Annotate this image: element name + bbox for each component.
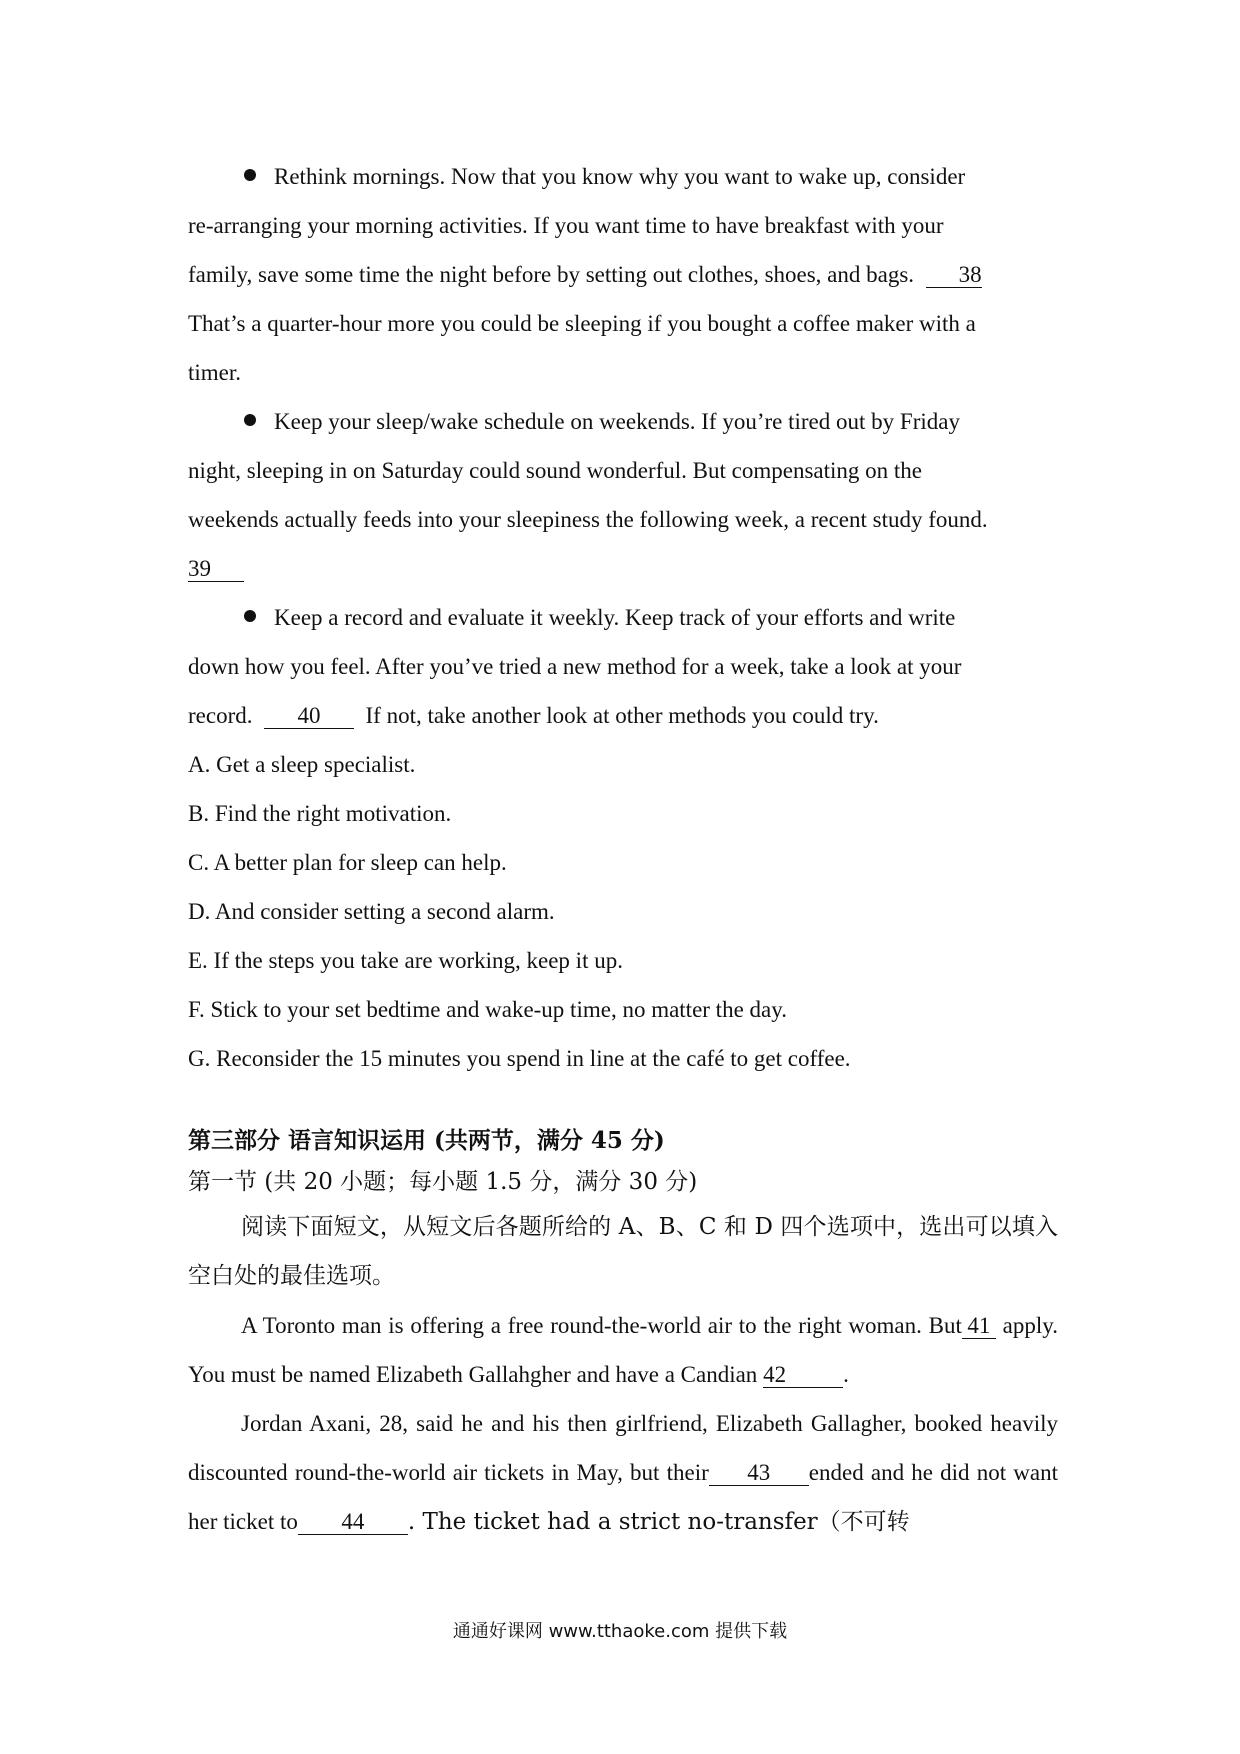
bullet-rethink-mornings: Rethink mornings. Now that you know why you want to wake up, consider re-arranging your morning activities. If you want time to have breakfast with your family, save some time the night before by setting out clothes, shoes, and bags. 38 That’s a quarter-hour more you could be sleeping if you bought a coffee maker with a timer.	[188, 164, 982, 385]
blank-39: 39	[188, 557, 244, 582]
section-subtitle: 第一节 (共 20 小题；每小题 1.5 分，满分 30 分)	[188, 1169, 698, 1195]
page-content	[188, 152, 1058, 1547]
option-e: E. If the steps you take are working, keep it up.	[188, 948, 623, 973]
page-footer: 通通好课网 www.tthaoke.com 提供下载	[452, 1621, 788, 1642]
bullet-keep-record: Keep a record and evaluate it weekly. Keep track of your efforts and write down how you feel. After you’ve tried a new method for a week, take a look at your record. 40 If not, take another look at other methods you could try.	[188, 605, 962, 728]
bullet-dot-icon	[244, 414, 256, 426]
bullet-weekend-schedule: Keep your sleep/wake schedule on weekends. If you’re tired out by Friday night, sleeping in on Saturday could sound wonderful. But compensating on the weekends actually feeds into your sleepiness the following week, a recent study found. 39	[188, 409, 988, 581]
bullet-dot-icon	[244, 610, 256, 622]
blank-41: 41	[962, 1314, 996, 1339]
section-instruction: 阅读下面短文，从短文后各题所给的 A、B、C 和 D 四个选项中，选出可以填入空白处的最佳选项。	[188, 1214, 1058, 1289]
options-list	[188, 740, 1058, 1083]
option-f: F. Stick to your set bedtime and wake-up time, no matter the day.	[188, 997, 787, 1022]
blank-40: 40	[264, 704, 354, 729]
bullet-dot-icon	[244, 169, 256, 181]
blank-44: 44	[298, 1510, 408, 1535]
blank-42: 42	[763, 1363, 843, 1388]
passage-paragraph-1: A Toronto man is offering a free round-the-world air to the right woman. But 41 apply. You must be named Elizabeth Gallahgher and have a Candian 42 .	[188, 1313, 1059, 1387]
option-g: G. Reconsider the 15 minutes you spend in line at the café to get coffee.	[188, 1046, 851, 1071]
option-a: A. Get a sleep specialist.	[188, 752, 416, 777]
blank-43: 43	[709, 1461, 809, 1486]
option-b: B. Find the right motivation.	[188, 801, 452, 826]
blank-38: 38	[926, 263, 982, 288]
passage-paragraph-2: Jordan Axani, 28, said he and his then girlfriend, Elizabeth Gallagher, booked heavily discounted round-the-world air tickets in May, but their 43 ended and he did not want her ticket to 44 . The ticket had a strict no-transfer（不可转	[188, 1411, 1058, 1535]
section-title: 第三部分 语言知识运用 (共两节，满分 45 分)	[188, 1127, 665, 1154]
option-c: C. A better plan for sleep can help.	[188, 850, 507, 875]
option-d: D. And consider setting a second alarm.	[188, 899, 555, 924]
